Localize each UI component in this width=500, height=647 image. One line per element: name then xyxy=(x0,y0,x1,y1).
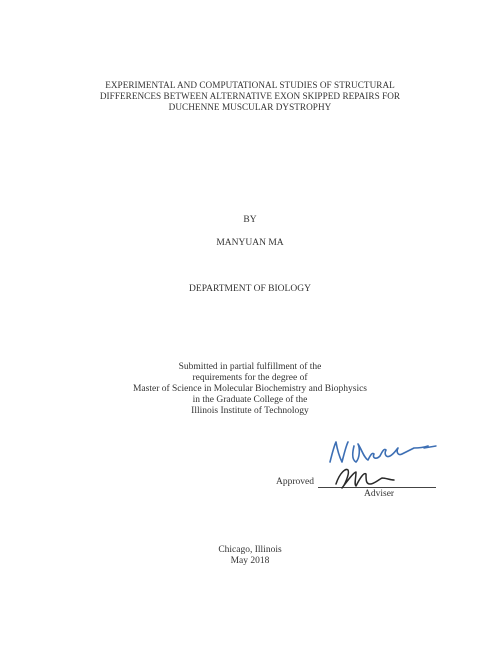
by-label: BY xyxy=(243,215,257,225)
adviser-label: Adviser xyxy=(364,489,395,499)
approver-signature-stroke xyxy=(336,470,394,488)
submission-line-3: Master of Science in Molecular Biochemistry and Biophysics xyxy=(132,384,368,394)
closing-location-date xyxy=(0,545,500,567)
thesis-title-line-2: DIFFERENCES BETWEEN ALTERNATIVE EXON SKIPPED REPAIRS FOR xyxy=(99,91,401,101)
location: Chicago, Illinois xyxy=(218,545,282,555)
thesis-title xyxy=(40,80,460,113)
submission-line-2: requirements for the degree of xyxy=(192,373,308,383)
thesis-title-line-1: EXPERIMENTAL AND COMPUTATIONAL STUDIES OF STRUCTURAL xyxy=(105,80,395,90)
approval-block xyxy=(276,436,446,506)
approved-label: Approved xyxy=(276,477,314,487)
thesis-title-line-3: DUCHENNE MUSCULAR DYSTROPHY xyxy=(168,102,332,112)
adviser-signature-stroke xyxy=(330,442,428,462)
submission-line-5: Illinois Institute of Technology xyxy=(191,406,309,416)
date: May 2018 xyxy=(230,556,270,566)
approver-handwritten-signature xyxy=(332,464,396,492)
submission-statement xyxy=(0,362,500,417)
submission-line-1: Submitted in partial fulfillment of the xyxy=(178,362,322,372)
submission-line-4: in the Graduate College of the xyxy=(192,395,308,405)
author-name: MANYUAN MA xyxy=(216,238,284,248)
department-name: DEPARTMENT OF BIOLOGY xyxy=(189,284,311,294)
